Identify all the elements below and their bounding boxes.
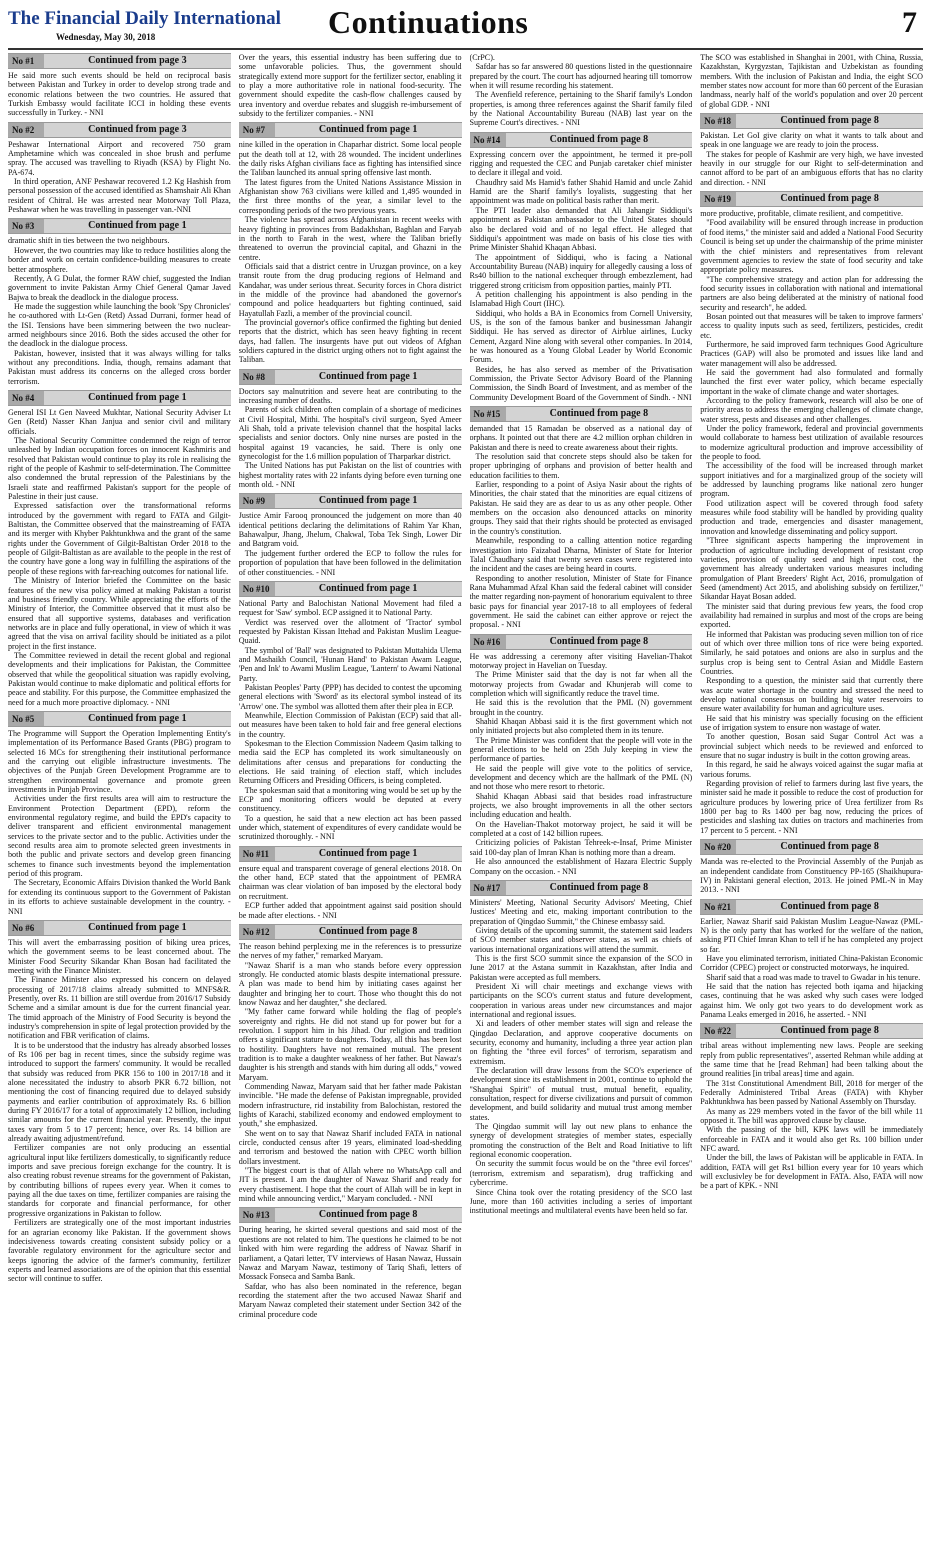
paragraph: Meanwhile, responding to a calling attention notice regarding investigation into Faizabad Dharna, Minister of State for Interior Talal Chaudhary said that twenty seven cases were registered into the incident and the cases are being heard in courts. [469,536,693,574]
continuation-story [239,846,462,920]
story-body [700,917,923,1020]
paragraph: Safdar has so far answered 80 questions listed in the questionnaire prepared by the court. The court has adjourned hearing till tomorrow when it will resume recording his statement. [469,62,693,91]
continuation-story [8,920,231,1284]
paragraph: Chaudhry said Ms Hamid's father Shahid Hamid and uncle Zahid Hamid are the Sharif family's loyalists, suggesting that her appointment was made on political basis rather than merit. [469,177,693,206]
paragraph: The Prime Minister was confident that the people will vote in the general elections to be held on 25th July keeping in view the performance of parties. [469,735,693,764]
story-body [239,387,462,490]
continuation-header [8,122,231,138]
paragraph: Bosan pointed out that measures will be taken to improve farmers' access to quality inputs such as seed, fertilizers, pesticides, credit etc. [700,311,923,340]
paragraph: President Xi will chair meetings and exchange views with participants on the SCO's current status and future development, cooperation in various areas under new circumstances and major international and regional issues. [469,981,693,1019]
paragraph: Over the years, this essential industry has been suffering due to some unfavorable policies. Thus, the government should strategically extend more support for the fertilizer sector, enabling it to play a more authoritative role in national food-security. The government should expedite the cash-flow challenges caused by urea inventory and overdue rebates and sluggish re-imbursement of subsidy to the fertilizer companies. - NNI [238,53,462,119]
continuation-story [700,53,923,109]
paragraph: On security the summit focus would be on the "three evil forces" (terrorism, extremism and separatism), drug trafficking and cybercrime. [469,1159,693,1188]
continued-from-label: Continued from page 8 [549,881,649,893]
story-body [8,729,231,916]
paragraph: "Nawaz Sharif is a man who stands before every oppression strongly. He conducted atomic blasts despite international pressure. A plan was made to bend him by initiating cases against her daughter and bringing her to court. Those who thought this do not know Nawaz and her daughter," she declared. [238,960,462,1007]
paragraph: According to the policy framework, research will also be one of priority areas to address the emerging challenges of climate change, water stress, pests and diseases and other challenges. [700,396,923,424]
paragraph: She went on to say that Nawaz Sharif included FATA in national circle, conducted census after 19 years, eliminated load-shedding and terrorism and bestowed the nation with CPEC worth billion dollars investment. [238,1128,462,1166]
continuation-story [470,634,693,876]
story-number-badge: No #11 [239,847,275,861]
paragraph: Besides, he has also served as member of the Privatisation Commission, the Private Sector Advisory Board of the Planning Commission, the Sindh Board of Investment, and as member of the Community Development Board of the Government of Sindh. - NNI [469,364,693,402]
continuation-header [470,880,693,896]
story-body [239,942,462,1204]
newspaper-name: The Financial Daily International [8,8,281,29]
paragraph: A petition challenging his appointment is also pending in the Islamabad High Court (IHC). [469,289,693,309]
paragraph: He said the people will give vote to the politics of service, development and decency which are the hallmark of the PML (N) and not those who mere resort to rhetoric. [469,763,693,792]
paragraph: Under the policy framework, federal and provincial governments would collaborate to harness best utilization of available resources to modernize agricultural production and improve accessibility of the people to food. [700,424,923,462]
continuation-story [700,191,923,835]
continuation-story [239,122,462,364]
paragraph: Criticizing policies of Pakistan Tehreek-e-Insaf, Prime Minister said 100-day plan of Imran Khan is nothing more than a dream. [469,838,693,857]
issue-date: Wednesday, May 30, 2018 [56,32,156,42]
paragraph: The Qingdao summit will lay out new plans to enhance the synergy of development strategies of member states, especially promoting the construction of the Belt and Road Initiative to lift regional economic cooperation. [469,1122,693,1160]
continuation-header [239,581,462,597]
article-columns [8,53,923,1549]
continuation-header [239,493,462,509]
paragraph: Fertilizer companies are not only producing an essential agricultural input like fertilizers domestically, to significantly reduce imports and save precious foreign exchange for the country. It is also creating robust revenue streams for the government of Pakistan, by contributing billions of rupees every year. When it comes to paying all the due taxes on time, fertilizer companies are raising the standards for corporate and financial performance, for other progressive organizations in Pakistan to follow. [8,1143,231,1218]
paragraph: Under the bill, the laws of Pakistan will be applicable in FATA. In addition, FATA will get Rs1 billion every year for 10 years which will exclusivley be for development in FATA. Also, FATA will now be a part of KPK. - NNI [700,1153,923,1191]
paragraph: During hearing, he skirted several questions and said most of the questions are not related to him. The questions he claimed to be not linked with him were regarding the address of Nawaz Sharif in parliament, a Qatari letter, TV interviews of Hasan Nawaz, Hussain Nawaz and Maryam Nawaz, testimony of Tariq Shafi, letters of Mossack Fonseca and Samba Bank. [238,1225,462,1282]
continued-from-label: Continued from page 1 [88,921,187,933]
continuation-header [700,839,923,855]
continuation-story [470,132,693,402]
paragraph: With the passing of the bill, KPK laws will be immediately enforceable in FATA and it would also get Rs. 100 billion under NFC award. [700,1125,923,1154]
paragraph: Manda was re-elected to the Provincial Assembly of the Punjab as an independent candidate from Constituency PP-165 (Shaikhupura-IV) in Pakistani general election, 2013. He joined PML-N in May 2013. - NNI [700,857,923,895]
paragraph: The PTI leader also demanded that Ali Jahangir Siddiqui's appointment as Pakistan ambassador to the United States should also be declared void and of no legal effect. He alleged that Siddiqui's appointment was made on basis of his close ties with Prime Minister Shahid Khaqan Abbasi. [469,205,693,253]
continuation-header [700,1023,923,1039]
story-body [239,511,462,576]
paragraph: Fertilizers are strategically one of the most important industries for an agrarian economy like Pakistan. If the government shows indecisiveness towards creating consistent subsidy policy or a favorable regulatory environment for the agriculture sector and keeps ignoring the advice of the farmer's community, fertilizer experts and learned associations are of the opinion that this essential sector will continue to suffer. [8,1218,231,1284]
paragraph: The National Security Committee condemned the reign of terror unleashed by Indian occupation forces on innocent Kashmiris and resolved that Pakistan would continue to play its role in realising the right of the people of Kashmir to self-determination. The Committee also condemned the brutal repression of the Palestinians by the Israeli state and reaffirmed Pakistan's support for the people of Palestine in their just cause. [8,436,231,502]
paragraph: "My father came forward while holding the flag of people's sovereignty and rights. He did not stand up for power but for a revolution. I support him in his Jihad. Our religion and tradition offers a significant stature to daughters. Today, all this has been lost to hostility. Daughters have not remained mutual. The present tradition is to make a daughter weakness of her father. But Nawaz's daughter is his strength and stands with him during all odds," vowed Maryam. [238,1007,462,1082]
paragraph: Parents of sick children often complain of a shortage of medicines at Civil Hospital, Mithi. The hospital's civil surgeon, Syed Ameer Ali Shah, told a private television channel that the hospital lacks specialists and senior doctors. Only nine nurses are posted in the hospital against 19 vacancies, he said. There is only one gynecologist for the 1.6 million population of Tharparkar district. [238,405,462,462]
paragraph: The latest figures from the United Nations Assistance Mission in Afghanistan show 763 civilians were killed and 1,495 wounded in the first three months of the year, a similar level to the corresponding periods of the two previous years. [238,177,462,215]
paragraph: Food utilization aspect will be covered through food safety measures while food stability will be handled by providing quality production and trade, emergencies and disaster management, innovation and knowledge disseminating and policy support. [700,498,923,536]
paragraph: Siddiqui, who holds a BA in Economics from Cornell University, US, is the son of the famous banker and businessman Jahangir Siddiqui. He has served as director of Airblue airlines, Lucky Cement, Azgard Nine along with several other companies. In 2014, he was honoured as a Young Global Leader by World Economic Forum. [469,308,693,365]
continued-from-label: Continued from page 8 [780,900,879,912]
paragraph: This will avert the embarrassing position of biking urea prices, which the government seems to be least concerned about. The Minister Food Security Sikandar Khan Bosan had facilitated the meeting with the Finance Minister. [8,937,231,975]
continuation-header [239,1207,462,1223]
story-body [8,140,231,215]
continued-from-label: Continued from page 1 [318,495,418,507]
masthead-rule [8,48,923,50]
story-number-badge: No #4 [8,391,44,405]
paragraph: "The biggest court is that of Allah where no WhatsApp call and JIT is present. I am the daughter of Nawaz Sharif and ready for every chastisement. I hope that the court of Allah will be in kept in mind while announcing verdict," Maryam concluded. - NNI [238,1166,462,1204]
paragraph: Have you eliminated terrorism, initiated China-Pakistan Economic Corridor (CPEC) project or constructed motorways, he inquired. [700,953,923,973]
paragraph: To a question, he said that a new election act has been passed under which, statement of expenditures of every candidate would be scrutinized thoroughly. - NNI [238,813,462,842]
paragraph: dramatic shift in ties between the two neighbours. [8,236,170,246]
continuation-header [239,369,462,385]
paragraph: Ministers' Meeting, National Security Advisors' Meeting, Chief Justices' Meeting and etc, making important contribution to the preparation of Qingdao Summit," the Chinese embassy said. [469,897,693,926]
continuation-story [239,1207,462,1318]
paragraph: The Committee reviewed in detail the recent global and regional developments and their implications for Pakistan, the Committee observed that while the geopolitical situation was rapidly evolving, Pakistan would continue to make diplomatic and political efforts for peace and stability. For this purpose, the Committee emphasized the need for a much more proactive diplomacy. - NNI [8,650,231,707]
column-2 [239,53,462,1549]
continuation-story [8,218,231,386]
paragraph: Xi and leaders of other member states will sign and release the Qingdao Declaration, and approve cooperative documents on security, economy and humanity, including a three year action plan on fighting the "three evil forces" of terrorism, separatism and extremism. [469,1019,693,1066]
story-body [470,898,693,1216]
paragraph: He said the government had also formulated and formally launched the first ever water policy, which became especially important in the wake of climate change and water shortages. [700,367,923,396]
paragraph: demanded that 15 Ramadan be observed as a national day of orphans. It pointed out that there are 4.2 million orphan children in Pakistan and there is need to create awareness about their rights. [469,424,693,452]
story-number-badge: No #5 [8,712,44,726]
paragraph: The Programme will Support the Operation Implementing Entity's implementation of its Performance Based Grants (PBG) program to selected 16 MCs for strengthening their institutional performance and the carrying out eligible infrastructure investments. The objectives of the Punjab Green Development Programme are to strengthen environmental governance and promote green investments in Punjab Province. [8,728,231,795]
paragraph: It is to be understood that the industry has already absorbed losses of Rs 106 per bag in recent times, since the subsidy regime was introduced to support the farmers' community. It would be recalled that subsidy was reduced from PKR 156 to 100 in 2017/18 and it alone necessitated the industry to absorb PKR 6.72 billion, not mentioning the cost of financing required due to delayed subsidy payments and earlier contribution of approximately Rs. 6 billion during FY 2016/17 for a total of approximately 12 billion, including similar amounts for the current financial year. Presently, the input taxes vary from 5 to 17 percent; hence, over Rs. 14 billion are already awaiting adjustment/refund. [8,1040,231,1144]
paragraph: However, the two countries may like to reduce hostilities along the border and work on certain confidence-building measures to create better atmosphere. [8,245,231,274]
paragraph: The provincial governor's office confirmed the fighting but denied reports that the district, which has seen heavy fighting in recent days, had fallen. The insurgents have put out videos of Afghan soldiers captured in the district urging others not to fight against the Taliban. [238,317,462,365]
paragraph: The violence has spread across Afghanistan in recent weeks with heavy fighting in provinces from Badakhshan, Baghlan and Faryab in the north to Farah in the west, where the Taliban briefly threatened to overrun the provincial capital, and Ghazni in the centre. [238,215,462,262]
continuation-story [700,1023,923,1191]
continuation-header [8,218,231,234]
paragraph: He also announced the establishment of Hazara Electric Supply Company on the occasion. - NNI [469,857,693,876]
continuation-story [239,369,462,490]
continuation-story [239,493,462,576]
continuation-story [700,899,923,1020]
story-body [700,131,923,187]
paragraph: The judgement further ordered the ECP to follow the rules for proportion of population that have been followed in the delimitation of other constituencies. - NNI [238,548,462,577]
paragraph: Peshawar International Airport and recovered 750 gram Amphetamine which was concealed in shoe brush and perfume spray. The accused was travelling to Riyadh (KSA) by Flight No. PA-674. [8,139,231,177]
story-number-badge: No #2 [8,123,44,137]
continuation-story [239,53,462,118]
continued-from-label: Continued from page 3 [88,123,187,135]
page-number: 7 [902,6,917,39]
story-body [700,53,923,109]
paragraph: Safdar, who has also been nominated in the reference, began recording the statement after the two accused Nawaz Sharif and Maryam Nawaz completed their statement under Section 342 of the criminal procedure code [238,1281,462,1319]
paragraph: Officials said that a district centre in Uruzgan province, on a key transit route from the drug producing regions of Helmand and Kandahar, was under serious threat. Security forces in Chora district in the middle of the province had abandoned the governor's compound and police headquarters but fighting continued, said Hayatullah Fazli, a member of the provincial council. [238,261,462,318]
paragraph: The Secretary, Economic Affairs Division thanked the World Bank for extending its continuous support to the Government of Pakistan in its efforts to achieve sustainable development in the country. - NNI [8,878,231,916]
continuation-story [470,880,693,1216]
paragraph: The reason behind perplexing me in the references is to pressurize the nerves of my father," remarked Maryam. [238,941,462,961]
continued-from-label: Continued from page 1 [318,582,418,594]
continuation-story [8,390,231,707]
paragraph: Furthermore, he said improved farm techniques Good Agriculture Practices (GAP) will also be promoted and issues like land and water management will also be addressed. [700,339,923,368]
paragraph: In third operation, ANF Peshawar recovered 1.2 Kg Hashish from personal possession of the accused identified as Shamshair Ali Khan resident of Chitral. He was arrested near Motorway Toll Plaza, Peshawar when he was travelling in passenger van.-NNI [8,177,231,215]
paragraph: The symbol of 'Ball' was designated to Pakistan Muttahida Ulema and Mashaikh Council, 'Hunan Hand' to Pakistan Awam League, 'Pen and Ink' to Awami Muslim League, 'Lantern' to Awami National Party. [238,645,462,683]
paragraph: "Three significant aspects hampering the improvement in production of agriculture including development of resistant crop varieties, provision of quality seed and high input cost, the government has already undertaken various measures including promulgation of Plant Breeders' Right Act, 2016, promulgation of Seed (amendment) Act 2015, and abolishing subsidy on fertilizer," Sikandar Hayat Bosan added. [700,536,923,602]
paragraph: The accessibility of the food will be increased through market support initiatives and for a marginalized group of the society will be addressed by launching programs like national zero hunger program. [700,461,923,499]
continuation-header [8,390,231,406]
paragraph: Pakistan Peoples' Party (PPP) has decided to contest the upcoming general elections with 'Sword' as its electoral symbol instead of its 'Arrow' one. The symbol was allotted them after their plea in ECP. [238,682,462,711]
paragraph: "The comprehensive strategy and action plan for addressing the food security issues in collaboration with national and international partners are also being deliberated at the ministry of national food security and research", he added. [700,274,923,312]
paragraph: He said that the nation has rejected both iqama and hijacking cases, continuing that he was asked why such cases were lodged against him. We only got two years to do development work as Panama Leaks emerged in 2016, he asserted. - NNI [700,981,923,1019]
continued-from-label: Continued from page 8 [780,115,879,127]
story-body [470,424,693,630]
paragraph: Verdict was reserved over the allotment of 'Tractor' symbol requested by Pakistan Kissan Ittehad and Pakistan Muslim League-Quaid. [238,617,462,646]
paragraph: Expressed satisfaction over the transformational reforms introduced by the government with regard to FATA and Gilgit-Baltistan, the Committee observed that the mainstreaming of FATA and its merger with Khyber Pakhtunkhwa and the grant of the same rights under the Government of Gilgit-Baltistan Order 2018 to the people of Gilgit-Baltistan as are available to the people in the rest of the country have gone a long way in fulfilling the aspirations of the people of these regions with far-reaching outcomes for national life. [8,501,231,576]
story-body [470,150,693,402]
paragraph: Pakistan, however, insisted that it was always willing for talks without any preconditions. India, though, remains adamant that Pakistan must address its concerns on the alleged cross border terrorism. [8,348,231,386]
paragraph: Spokesman to the Election Commission Nadeem Qasim talking to media said the ECP has completed its work simultaneously on delimitations after census and preparations for conducting the elections. He said training of election staff, which includes Returning Officers and Presiding Officers, is being completed. [238,739,462,786]
paragraph: Responding to a question, the minister said that currently there was acute water shortage in the country and stressed the need to develop national consensus on building big water reservoirs to ensure water availability for human and agriculture uses. [700,676,923,714]
paragraph: As many as 229 members voted in the favor of the bill while 11 opposed it. The bill was approved clause by clause. [700,1106,923,1126]
paragraph: Earlier, Nawaz Sharif said Pakistan Muslim League-Nawaz (PML-N) is the only party that has worked for the welfare of the nation, asking PTI Chief Imran Khan to tell if he has completed any project so far. [700,916,923,954]
paragraph: The declaration will draw lessons from the SCO's experience of development since its establishment in 2001, continue to uphold the "Shanghai Spirit" of mutual trust, mutual benefit, equality, consultation, respect for diverse civilizations and pursuit of common development, and build solidarity and mutual trust among member states. [469,1066,693,1122]
continued-from-label: Continued from page 8 [780,193,879,205]
continuation-story [700,113,923,187]
paragraph: He made the suggestion while launching the book 'Spy Chronicles' he co-authored with Lt-Gen (Retd) Assad Durrani, former head of the ISI. Tensions have been simmering between the two nuclear-armed neighbours since 2016. Both the sides accused the other for the deadlock in the dialogue process. [8,301,231,349]
story-body [700,1041,923,1191]
paragraph: The Avenfield reference, pertaining to the Sharif family's London properties, is among three references against the Sharif family filed by the National Accountability Bureau (NAB) last year on the Supreme Court's directives. - NNI [469,90,693,128]
continued-from-label: Continued from page 8 [780,841,879,853]
continuation-header [470,132,693,148]
paragraph: The resolution said that concrete steps should also be taken for proper upbringing of orphans and provision of better health and education facilities to them. [469,452,693,480]
continuation-header [8,53,231,69]
story-body [8,71,231,118]
story-body [8,938,231,1284]
column-4 [700,53,923,1549]
continuation-story [470,406,693,630]
column-3 [470,53,693,1549]
story-number-badge: No #10 [239,582,275,596]
story-number-badge: No #20 [700,840,736,854]
paragraph: ensure equal and transparent coverage of general elections 2018. On the other hand, ECP stated that the appointment of PEMRA chairman was clear violation of ban imposed by the electoral body on recruitment. [238,863,462,901]
continuation-story [470,53,693,128]
continued-from-label: Continued from page 8 [549,635,649,647]
story-number-badge: No #17 [470,881,506,895]
paragraph: General ISI Lt Gen Naveed Mukhtar, National Security Adviser Lt Gen (Retd) Nasser Khan Janjua and senior civil and military officials. [8,407,231,436]
story-number-badge: No #19 [700,192,736,206]
paragraph: Shahid Khaqan Abbasi said it is the first government which not only initiated projects but also completed them in its tenure. [469,717,693,736]
paragraph: Meanwhile, Election Commission of Pakistan (ECP) said that all-out measures have been taken to hold fair and free general elections in the country. [238,710,462,739]
continuation-header [700,191,923,207]
paragraph: nine killed in the operation in Chaparhar district. Some local people put the death toll at 12, with 28 wounded. The incident underlines the daily risks Afghan civilians face as fighting has intensified since the Taliban launched its annual spring offensive last month. [238,140,462,178]
story-body [239,1225,462,1318]
story-number-badge: No #6 [8,921,44,935]
paragraph: He was addressing a ceremony after visiting Havelian-Thakot motorway project in Havelian on Tuesday. [469,651,693,670]
paragraph: The Finance Minister also expressed his concern on delayed processing of 2017/18 claims already submitted to MNFS&R. Presently, over Rs. 11 billion are still overdue from 2016/17 Subsidy Scheme and a similar amount is due for the current financial year. The timid approach of the Ministry of Food Security is beyond the industry's comprehension in spite of legal protection provided by the notification and FBR verification of claims. [8,975,231,1041]
story-number-badge: No #18 [700,114,736,128]
story-number-badge: No #16 [470,635,506,649]
column-1 [8,53,231,1549]
story-body [700,857,923,894]
paragraph: The stakes for people of Kashmir are very high, we have invested heavily in our struggle for our Right to self-determination and cannot afford to be part of an ambiguous efforts that has no clarity and direction. - NNI [700,149,923,187]
paragraph: The Ministry of Interior briefed the Committee on the basic features of the new visa policy aimed at making Pakistan a tourist and business friendly country. While appreciating the efforts of the Ministry of Interior, the Committee observed that it must also be ensured that all supportive systems, databases and verification networks are in place and fully operational, in view of which it was agreed that the visa on arrival facility should be initiated as a pilot project in the first instance. [8,576,231,651]
continuation-header [700,899,923,915]
story-number-badge: No #3 [8,219,44,233]
continued-from-label: Continued from page 1 [88,712,187,724]
continued-from-label: Continued from page 1 [318,847,418,859]
paragraph: The spokesman said that a monitoring wing would be set up by the ECP and monitoring officers would be deputed at every constituency. [238,785,462,814]
paragraph: The appointment of Siddiqui, who is facing a National Accountability Bureau (NAB) inquiry for allegedly causing a loss of Rs40 billion to the national exchequer through embezzlement, had triggered strong criticism from opposition parties, mainly PTI. [469,252,693,290]
story-number-badge: No #9 [239,494,275,508]
story-number-badge: No #15 [470,407,506,421]
continuation-story [239,581,462,842]
paragraph: The United Nations has put Pakistan on the list of countries with highest mortality rates with 22 infants dying before even turning one month old. - NNI [238,461,462,490]
continuation-story [239,924,462,1204]
story-body [8,408,231,707]
story-number-badge: No #1 [8,54,44,68]
continuation-header [470,634,693,650]
story-body [470,53,693,128]
paragraph: In this regard, he said he always voiced against the sugar mafia at various forums. [700,760,923,779]
paragraph: Justice Amir Farooq pronounced the judgement on more than 40 identical petitions declaring the delimitations of Rahim Yar Khan, Bahawalpur, Jhang, Jhelum, Chakwal, Toba Tek Singh, Lower Dir and Batgram void. [238,511,462,549]
paragraph: Since China took over the rotating presidency of the SCO last June, more than 160 activities including a series of important institutional meetings and multilateral events have been held so far. [469,1187,693,1216]
paragraph: Giving details of the upcoming summit, the statement said leaders of SCO member states and observer states, as well as chiefs of various international organizations will attend the summit. [469,925,693,954]
paragraph: Sharif said that a road was made to travel to Gwadar in his tenure. [706,972,921,982]
story-body [239,53,462,118]
story-number-badge: No #13 [239,1208,275,1222]
masthead [8,4,923,48]
continued-from-label: Continued from page 8 [318,925,418,937]
paragraph: more productive, profitable, climate resilient, and competitive. [700,209,903,219]
story-number-badge: No #8 [239,370,275,384]
section-title: Continuations [328,4,529,40]
paragraph: This is the first SCO summit since the expansion of the SCO in June 2017 at the Astana summit in Kazakhstan, after India and Pakistan were accepted as full members. [469,953,693,982]
paragraph: Shahid Khaqan Abbasi said that besides road infrastructure projects, we also brought improvements in all the other sectors including education and health. [469,791,693,820]
continuation-header [239,924,462,940]
paragraph: Recently, A G Dulat, the former RAW chief, suggested the Indian government to invite Pakistan Army Chief General Qamar Javed Bajwa to break the deadlock in the dialogue process. [8,273,231,302]
continuation-header [239,846,462,862]
paragraph: National Party and Balochistan National Movement had filed a request for 'Saw' symbol. ECP assigned it to National Party. [238,598,462,618]
paragraph: Commending Nawaz, Maryam said that her father made Pakistan invincible. "He made the defense of Pakistan impregnable, provided modern infrastructure, rid instability from Balochistan, restored the lights of Karachi, stabilized economy and endowed employment to youth," she emphasized. [238,1082,462,1129]
paragraph: He informed that Pakistan was producing seven million ton of rice out of which over three million tons of rice were being exported. Similarly, he said potatoes and onions are also in surplus and the surplus crop is being sent to Central Asian and Middle Eastern Countries. [700,629,923,676]
paragraph: "Food availability will be ensured through increase in production of food items," the minister said and added a National Food Security Council is being set up under the chairmanship of the prime minister with the chief ministers and representatives from relevant government agencies to review the state of food security and take appropriate policy measures. [700,218,923,275]
continuation-story [8,122,231,215]
story-body [239,599,462,842]
paragraph: Expressing concern over the appointment, he termed it pre-poll rigging and requested the CEC and Punjab caretaker chief minister to declare it illegal and void. [469,149,693,178]
continued-from-label: Continued from page 8 [780,1025,879,1037]
paragraph: To another question, Bosan said Sugar Control Act was a provincial subject which needs to be reviewed and enforced to ensure that no sugar industry is built in the cotton growing areas. [700,732,923,761]
continuation-header [8,920,231,936]
paragraph: Pakistan. Let GoI give clarity on what it wants to talk about and speak in one language we are ready to join the process. [700,131,923,150]
continuation-header [8,711,231,727]
story-body [239,864,462,920]
story-body [470,652,693,876]
paragraph: He said this is the revolution that the PML (N) government brought in the country. [469,698,693,717]
continuation-story [8,711,231,916]
paragraph: The minister said that during previous few years, the food crop availability had remained in surplus and most of the crops are being exported. [700,601,923,630]
paragraph: The Prime Minister said that the day is not far when all the motorway projects from Gwadar and Khunjerab will come to completion which will significantly reduce the travel time. [469,670,693,698]
story-body [239,140,462,364]
continuation-header [239,122,462,138]
paragraph: tribal areas without implementing new laws. People are seeking reply from public representatives", asserted Rehman while adding at the same time that he [read Rehman] had been talking about the ground realities [in tribal areas] time and again. [700,1041,923,1079]
paragraph: Responding to another resolution, Minister of State for Finance Rana Muhammad Afzal Khan said the federal cabinet will consider the matter regarding non-payment of honorarium equivalent to three basic pays for financial year 2017-18 to all employees of federal government. He said the cabinet can either approve or reject the proposal. - NNI [469,573,693,630]
story-number-badge: No #21 [700,900,736,914]
paragraph: The 31st Constitutional Amendment Bill, 2018 for merger of the Federally Administered Tribal Areas (FATA) with Khyber Pakhtunkhwa has been passed by National Assembly on Thursday. [700,1078,923,1107]
paragraph: (CrPC). [469,53,495,62]
continued-from-label: Continued from page 1 [318,124,418,136]
story-number-badge: No #14 [470,133,506,147]
continued-from-label: Continued from page 3 [88,55,187,66]
story-number-badge: No #12 [239,925,275,939]
paragraph: The SCO was established in Shanghai in 2001, with China, Russia, Kazakhstan, Kyrgyzstan, Tajikistan and Uzbekistan as founding members. With the inclusion of Pakistan and India, the eight SCO member states now account for more than 60 percent of the Eurasian landmass, nearly half of the world's population and over 20 percent of global GDP. - NNI [700,53,923,109]
story-body [700,209,923,835]
continued-from-label: Continued from page 8 [318,1209,418,1221]
paragraph: He said that his ministry was specially focusing on the efficient use of irrigation system to ensure non wastage of water. [700,713,923,733]
story-number-badge: No #7 [239,123,275,137]
story-body [8,236,231,386]
paragraph: Doctors say malnutrition and severe heat are contributing to the increasing number of deaths. [238,386,462,405]
continued-from-label: Continued from page 8 [549,133,649,145]
paragraph: Activities under the first results area will aim to restructure the Environment Protection Department (EPD), reform the environmental regulatory regime, and build the EPD's capacity to deliver transparent and efficient environmental management services to the private sector and to the public. Activities under the second results area aim to promote selected green investments in both the public and private sectors and develop green financing schemes to finance such investments beyond the implementation period of this program. [8,794,231,879]
continued-from-label: Continued from page 8 [549,408,649,420]
continuation-header [470,406,693,422]
paragraph: Earlier, responding to a point of Asiya Nasir about the rights of Minorities, the chair stated that the minorities are equal citizens of Pakistan. He said they are as dear to us as any other people. Other members on the occasion also denounced attacks on minority groups. They said that their rights should be protected as envisaged in the country's constitution. [469,480,693,536]
paragraph: ECP further added that appointment against said position should be made after elections. - NNI [238,901,462,920]
paragraph: Regarding provision of relief to farmers during last five years, the minister said he made it possible to reduce the cost of production for agriculture produces by lowering price of Urea fertilizer from Rs 1800 per bag to Rs 1400 per bag now, reducing the prices of pesticides and slashing tax duties on tractors and machineries from 17 percent to 5 percent. - NNI [700,779,923,835]
continuation-story [700,839,923,894]
paragraph: He said more such events should be held on reciprocal basis between Pakistan and Turkey in order to develop strong trade and economic relations between the two countries. He assured that Turkish Embassy would facilitate ICCI in holding these events successfully in Turkey. - NNI [8,71,231,118]
continuation-header [700,113,923,129]
story-number-badge: No #22 [700,1024,736,1038]
continued-from-label: Continued from page 1 [88,391,187,403]
paragraph: On the Havelian-Thakot motorway project, he said it will be completed at a cost of 142 billion rupees. [469,819,693,839]
continued-from-label: Continued from page 1 [318,370,418,382]
continuation-story [8,53,231,118]
continued-from-label: Continued from page 1 [88,220,187,232]
